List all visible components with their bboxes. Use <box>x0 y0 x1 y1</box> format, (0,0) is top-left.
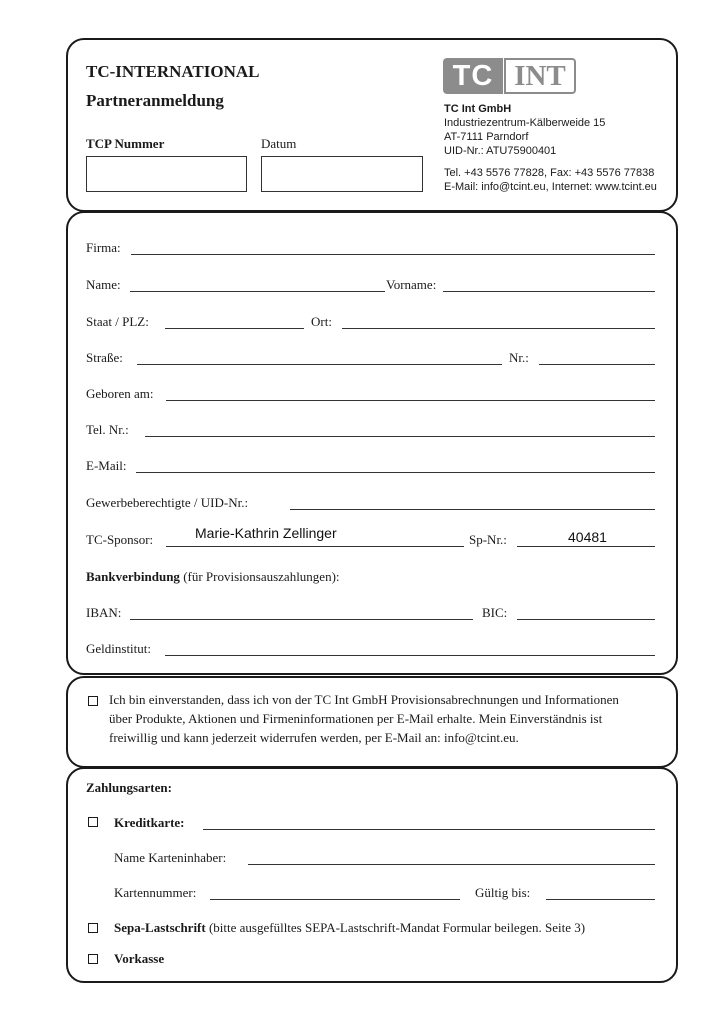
geboren-label: Geboren am: <box>86 386 154 401</box>
staat-plz-label: Staat / PLZ: <box>86 314 149 329</box>
address-street: Industriezentrum-Kälberweide 15 <box>444 117 606 129</box>
kreditkarte-label: Kreditkarte: <box>114 815 185 830</box>
email-field[interactable] <box>136 472 655 473</box>
nr-field[interactable] <box>539 364 655 365</box>
address-uid: UID-Nr.: ATU75900401 <box>444 145 557 157</box>
tel-label: Tel. Nr.: <box>86 422 129 437</box>
personal-section <box>66 211 678 675</box>
ort-label: Ort: <box>311 314 332 329</box>
address-phone: Tel. +43 5576 77828, Fax: +43 5576 77838 <box>444 167 655 179</box>
consent-line-2: über Produkte, Aktionen und Firmeninformationen per E-Mail erhalte. Mein Einverständnis ist <box>109 711 603 726</box>
consent-checkbox[interactable] <box>88 696 98 706</box>
address-city: AT-7111 Parndorf <box>444 131 529 143</box>
kartennummer-field[interactable] <box>210 899 460 900</box>
logo-tc: TC <box>443 58 503 94</box>
payment-title: Zahlungsarten: <box>86 780 172 795</box>
bank-note: (für Provisionsauszahlungen): <box>179 569 340 584</box>
strasse-field[interactable] <box>137 364 502 365</box>
nr-label: Nr.: <box>509 350 529 365</box>
sponsor-field[interactable] <box>166 546 464 547</box>
gewerbe-field[interactable] <box>290 509 655 510</box>
date-label: Datum <box>261 136 297 151</box>
kreditkarte-checkbox[interactable] <box>88 817 98 827</box>
gueltig-label: Gültig bis: <box>475 885 531 900</box>
address-company: TC Int GmbH <box>444 103 512 115</box>
bic-field[interactable] <box>517 619 655 620</box>
firma-field[interactable] <box>131 254 655 255</box>
geldinstitut-field[interactable] <box>165 655 655 656</box>
vorkasse-label: Vorkasse <box>114 951 165 966</box>
bank-label: Bankverbindung <box>86 569 180 584</box>
address-contact: E-Mail: info@tcint.eu, Internet: www.tcint.eu <box>444 181 657 193</box>
sp-nr-field[interactable] <box>517 546 655 547</box>
staat-plz-field[interactable] <box>165 328 304 329</box>
sepa-text <box>114 920 585 936</box>
kreditkarte-field[interactable] <box>203 829 655 830</box>
form-title: Partneranmeldung <box>86 91 224 110</box>
geboren-field[interactable] <box>166 400 655 401</box>
sponsor-value: Marie-Kathrin Zellinger <box>195 525 337 541</box>
company-title: TC-INTERNATIONAL <box>86 62 260 81</box>
sponsor-label: TC-Sponsor: <box>86 532 154 547</box>
sepa-note: (bitte ausgefülltes SEPA-Lastschrift-Mandat Formular beilegen. Seite 3) <box>205 920 586 935</box>
sp-nr-label: Sp-Nr.: <box>469 532 507 547</box>
name-field[interactable] <box>130 291 385 292</box>
gueltig-field[interactable] <box>546 899 655 900</box>
gewerbe-label: Gewerbeberechtigte / UID-Nr.: <box>86 495 249 510</box>
consent-line-3: freiwillig und kann jederzeit widerrufen werden, per E-Mail an: info@tcint.eu. <box>109 730 519 745</box>
iban-field[interactable] <box>130 619 473 620</box>
karteninhaber-label: Name Karteninhaber: <box>114 850 227 865</box>
bic-label: BIC: <box>482 605 508 620</box>
name-label: Name: <box>86 277 121 292</box>
vorkasse-checkbox[interactable] <box>88 954 98 964</box>
ort-field[interactable] <box>342 328 655 329</box>
geldinstitut-label: Geldinstitut: <box>86 641 151 656</box>
strasse-label: Straße: <box>86 350 123 365</box>
firma-label: Firma: <box>86 240 121 255</box>
tcp-number-field[interactable] <box>86 156 247 192</box>
tcp-number-label: TCP Nummer <box>86 136 165 151</box>
logo-int: INT <box>504 58 576 94</box>
consent-line-1: Ich bin einverstanden, dass ich von der TC Int GmbH Provisionsabrechnungen und Informationen <box>109 692 619 707</box>
sepa-label: Sepa-Lastschrift <box>114 920 206 935</box>
vorname-field[interactable] <box>443 291 655 292</box>
sepa-checkbox[interactable] <box>88 923 98 933</box>
date-field[interactable] <box>261 156 423 192</box>
kartennummer-label: Kartennummer: <box>114 885 197 900</box>
tcint-logo <box>443 58 574 94</box>
email-label: E-Mail: <box>86 458 127 473</box>
vorname-label: Vorname: <box>386 277 437 292</box>
iban-label: IBAN: <box>86 605 122 620</box>
sp-nr-value: 40481 <box>568 529 607 545</box>
karteninhaber-field[interactable] <box>248 864 655 865</box>
bank-heading <box>86 569 340 585</box>
tel-field[interactable] <box>145 436 655 437</box>
